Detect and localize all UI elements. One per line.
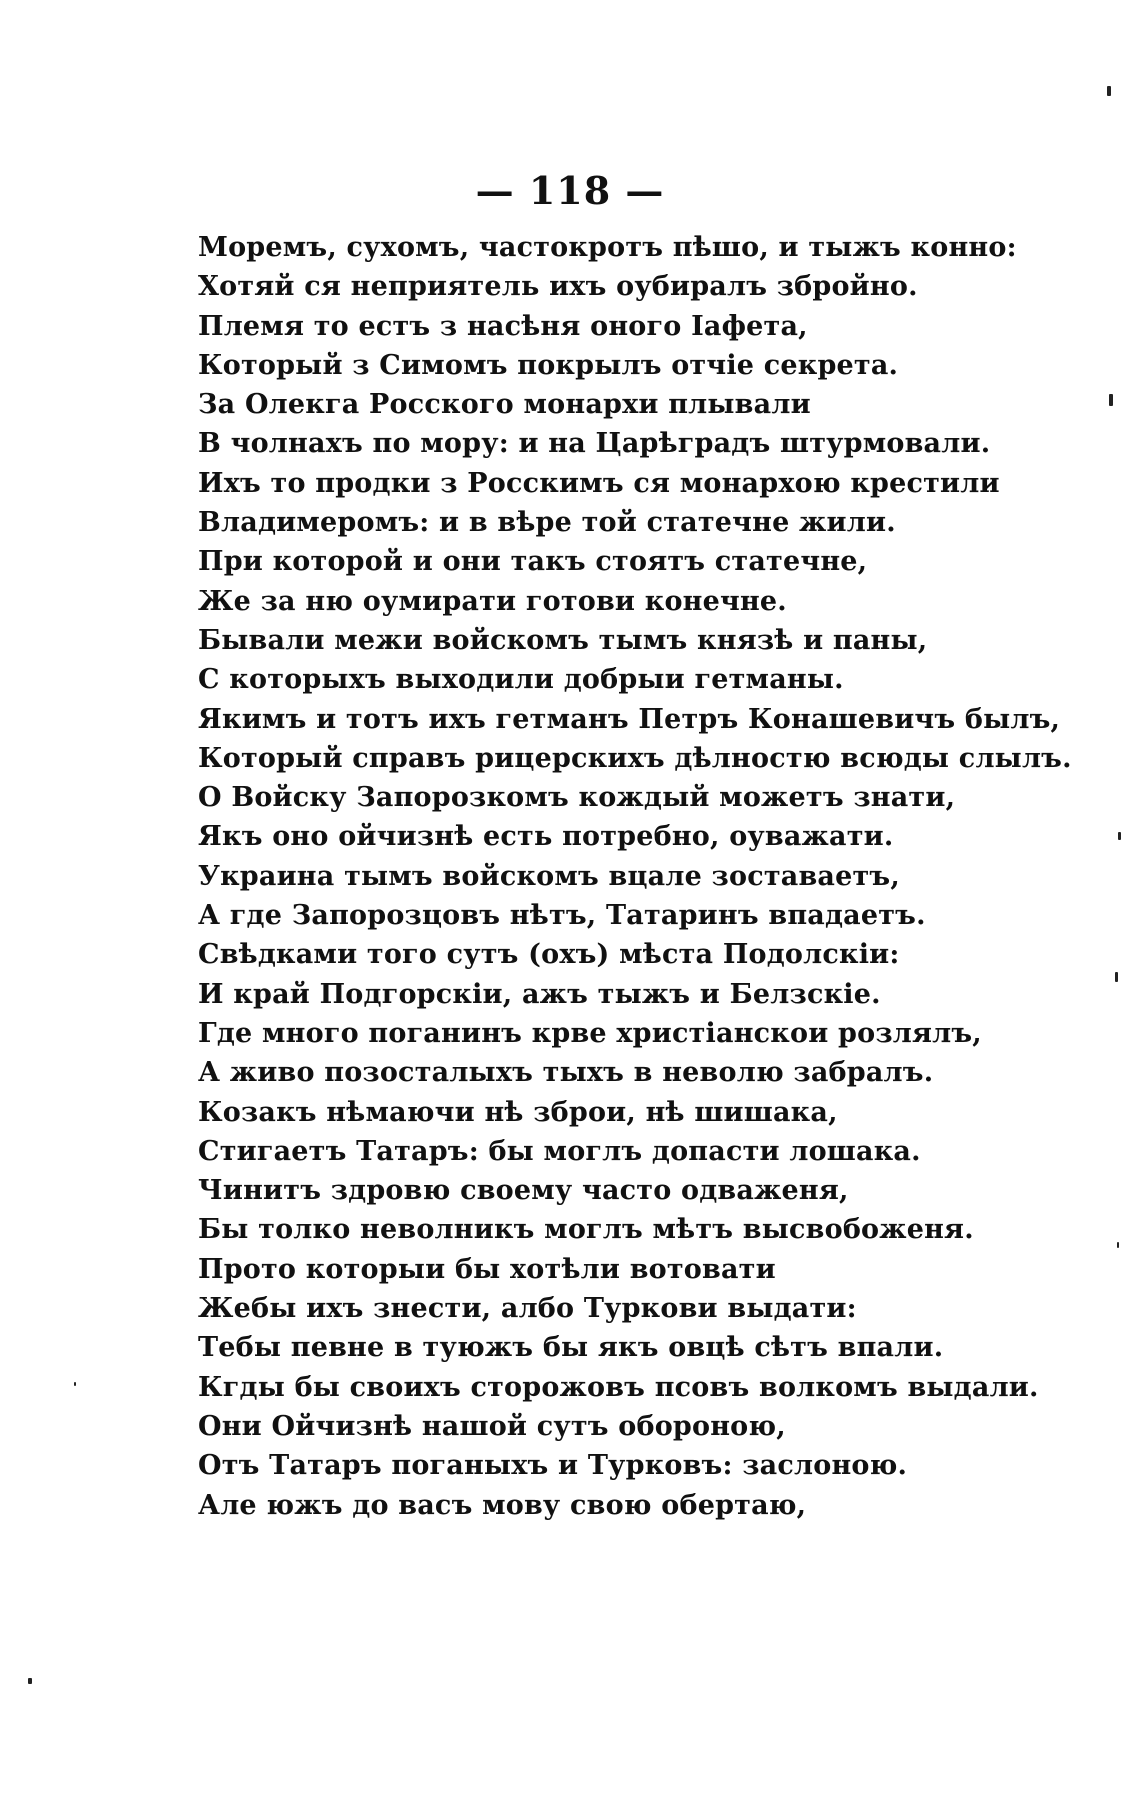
poem-line: Але южъ до васъ мову свою обертаю, — [198, 1489, 807, 1521]
poem-line: Свѣдками того сутъ (охъ) мѣста Подолскіи: — [198, 939, 900, 971]
poem-line: Хотяй ся неприятель ихъ оубиралъ збройно. — [198, 271, 918, 303]
poem-line: В чолнахъ по мору: и на Царѣградъ штурмовали. — [198, 428, 991, 460]
poem-line: А где Запорозцовъ нѣтъ, Татаринъ впадаетъ. — [198, 900, 926, 932]
scan-speck — [1107, 86, 1111, 96]
poem-line: Козакъ нѣмаючи нѣ зброи, нѣ шишака, — [198, 1096, 838, 1128]
poem-line: А живо позосталыхъ тыхъ в неволю забралъ. — [198, 1057, 934, 1089]
poem-line: Якъ оно ойчизнѣ есть потребно, оуважати. — [198, 821, 894, 853]
scan-speck — [1109, 394, 1113, 406]
poem-line: Владимеромъ: и в вѣре той статечне жили. — [198, 507, 896, 539]
poem-text — [198, 228, 1078, 1525]
poem-line: При которой и они такъ стоятъ статечне, — [198, 546, 868, 578]
poem-line: Ихъ то продки з Росскимъ ся монархою крестили — [198, 467, 1000, 499]
poem-line: Кгды бы своихъ сторожовъ псовъ волкомъ выдали. — [198, 1371, 1039, 1403]
poem-line: Моремъ, сухомъ, частокротъ пѣшо, и тыжъ конно: — [198, 232, 1017, 263]
poem-line: Прото которыи бы хотѣли вотовати — [198, 1253, 776, 1285]
poem-line: Который справъ рицерскихъ дѣлностю всюды слылъ. — [198, 742, 1072, 774]
poem-line: Они Ойчизнѣ нашой сутъ обороною, — [198, 1410, 786, 1442]
poem-line: Украина тымъ войскомъ вцале зоставаетъ, — [198, 860, 900, 892]
poem-line: Племя то естъ з насѣня оного Іафета, — [198, 310, 808, 342]
page-number: — 118 — — [475, 168, 665, 213]
poem-line: Стигаетъ Татаръ: бы моглъ допасти лошака. — [198, 1135, 921, 1167]
poem-line: Бывали межи войскомъ тымъ князѣ и паны, — [198, 624, 928, 656]
scan-speck — [1118, 832, 1121, 840]
scan-speck — [1117, 1242, 1119, 1248]
poem-line: Отъ Татаръ поганыхъ и Турковъ: заслоною. — [198, 1450, 908, 1482]
poem-line: За Олекга Росского монархи плывали — [198, 389, 811, 421]
poem-line: О Войску Запорозкомъ кождый можетъ знати, — [198, 782, 956, 814]
poem-line: Якимъ и тотъ ихъ гетманъ Петръ Конашевичъ былъ, — [198, 703, 1061, 735]
scan-speck — [74, 1382, 76, 1386]
poem-line: Же за ню оумирати готови конечне. — [198, 585, 787, 617]
poem-line: Жебы ихъ знести, албо Туркови выдати: — [198, 1293, 857, 1325]
scan-speck — [28, 1678, 32, 1684]
poem-line: Бы толко неволникъ моглъ мѣтъ высвобоженя. — [198, 1214, 974, 1246]
poem-line: Чинитъ здровю своему часто одваженя, — [198, 1175, 849, 1207]
scan-speck — [1115, 972, 1118, 982]
poem-line: С которыхъ выходили добрыи гетманы. — [198, 664, 844, 696]
poem-line: Где много поганинъ крве христіанскои розлялъ, — [198, 1017, 982, 1049]
poem-line: Который з Симомъ покрылъ отчіе секрета. — [198, 349, 899, 381]
poem-line: Тебы певне в туюжъ бы якъ овцѣ сѣтъ впали. — [198, 1332, 944, 1364]
poem-line: И край Подгорскіи, ажъ тыжъ и Белзскіе. — [198, 978, 881, 1010]
